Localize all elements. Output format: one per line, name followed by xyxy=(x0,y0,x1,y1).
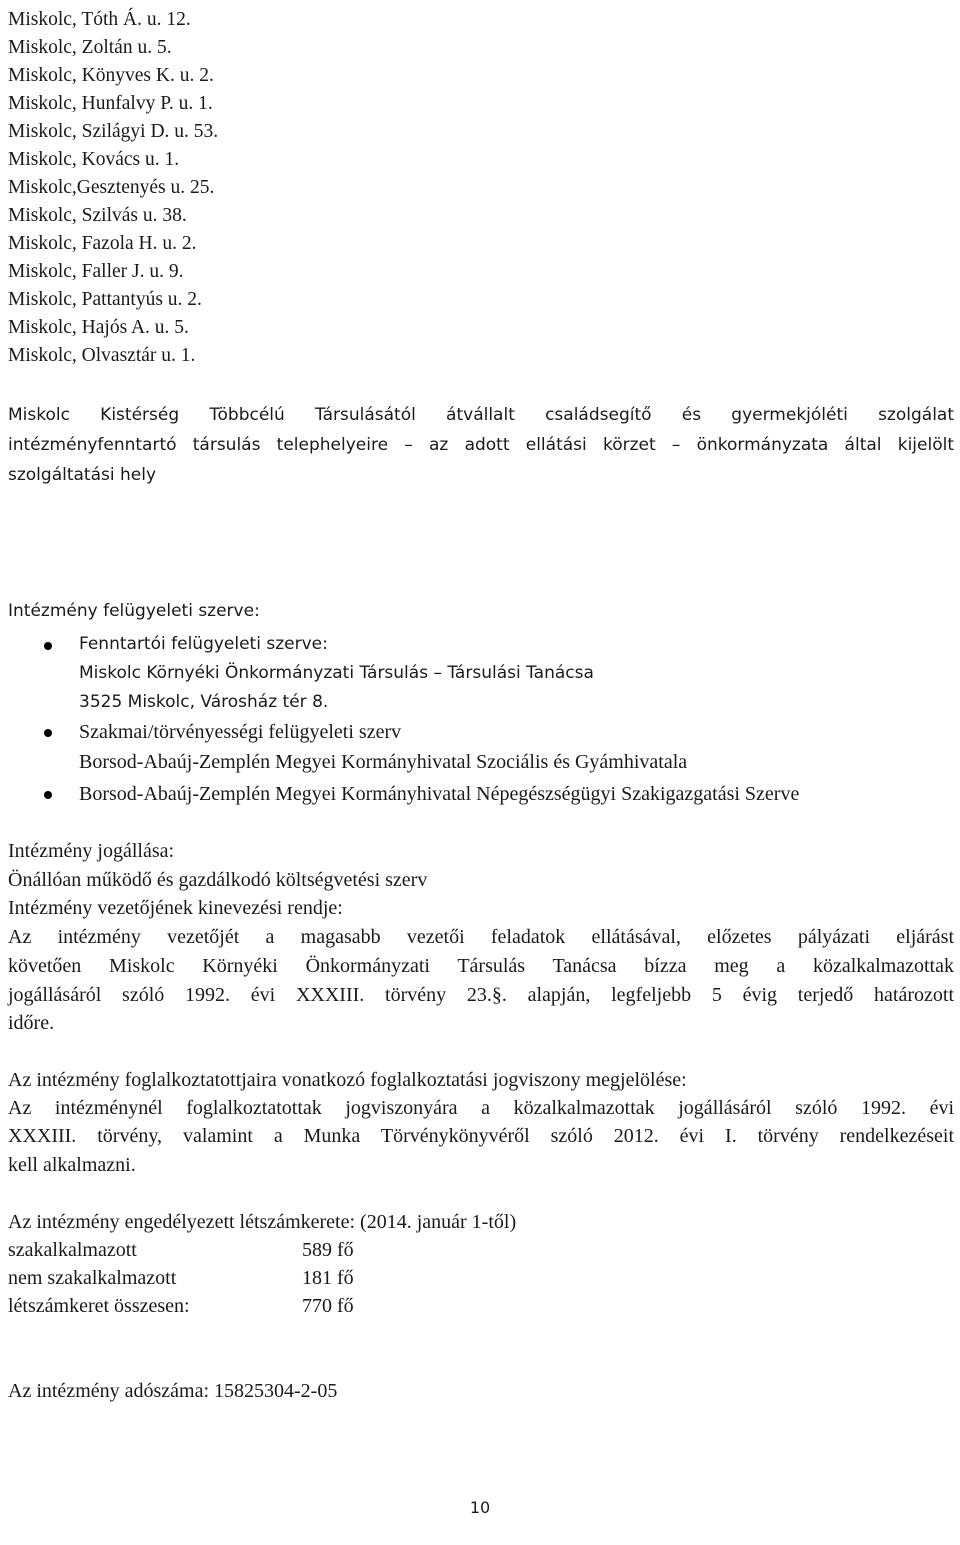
paragraph-line: XXXIII. törvény, valamint a Munka Törvénykönyvéről szóló 2012. évi I. törvény rendelkezéseit xyxy=(8,1125,954,1147)
section-heading: Az intézmény engedélyezett létszámkerete: (2014. január 1-től) xyxy=(8,1211,517,1233)
paragraph-line: követően Miskolc Környéki Önkormányzati Társulás Tanácsa bízza meg a közalkalmazottak xyxy=(8,955,954,977)
headcount-value: 181 fő xyxy=(302,1267,354,1289)
address-item: Miskolc, Pattantyús u. 2. xyxy=(8,289,202,310)
bullet-text: Szakmai/törvényességi felügyeleti szerv xyxy=(79,721,402,743)
address-item: Miskolc, Szilvás u. 38. xyxy=(8,205,187,226)
section-heading: Intézmény vezetőjének kinevezési rendje: xyxy=(8,897,343,919)
bullet-text: Miskolc Környéki Önkormányzati Társulás – Társulási Tanácsa xyxy=(79,663,594,683)
paragraph-line: intézményfenntartó társulás telephelyeire – az adott ellátási körzet – önkormányzata által kijelölt xyxy=(8,435,954,455)
section-heading: Az intézmény foglalkoztatottjaira vonatkozó foglalkoztatási jogviszony megjelölése: xyxy=(8,1069,687,1091)
address-item: Miskolc, Szilágyi D. u. 53. xyxy=(8,121,219,142)
bullet-text: 3525 Miskolc, Városház tér 8. xyxy=(79,692,329,712)
headcount-value: 589 fő xyxy=(302,1239,354,1261)
address-item: Miskolc, Tóth Á. u. 12. xyxy=(8,9,191,30)
section-text: Önállóan működő és gazdálkodó költségvetési szerv xyxy=(8,869,428,891)
address-item: Miskolc, Hunfalvy P. u. 1. xyxy=(8,93,213,114)
paragraph-line: szolgáltatási hely xyxy=(8,465,157,485)
address-item: Miskolc, Olvasztár u. 1. xyxy=(8,345,196,366)
bullet-text: Fenntartói felügyeleti szerve: xyxy=(79,634,328,654)
paragraph-line: jogállásáról szóló 1992. évi XXXIII. törvény 23.§. alapján, legfeljebb 5 évig terjedő határozott xyxy=(8,984,954,1006)
section-heading: Intézmény jogállása: xyxy=(8,840,175,862)
paragraph-line: Az intézmény vezetőjét a magasabb vezetői feladatok ellátásával, előzetes pályázati eljárást xyxy=(8,926,954,948)
address-item: Miskolc,Gesztenyés u. 25. xyxy=(8,177,215,198)
paragraph-line: kell alkalmazni. xyxy=(8,1154,136,1176)
bullet-text: Borsod-Abaúj-Zemplén Megyei Kormányhivatal Szociális és Gyámhivatala xyxy=(79,751,688,773)
address-item: Miskolc, Fazola H. u. 2. xyxy=(8,233,197,254)
bullet-icon xyxy=(44,729,52,737)
section-heading: Intézmény felügyeleti szerve: xyxy=(8,601,260,621)
address-item: Miskolc, Faller J. u. 9. xyxy=(8,261,184,282)
address-item: Miskolc, Hajós A. u. 5. xyxy=(8,317,189,338)
headcount-label: nem szakalkalmazott xyxy=(8,1267,177,1289)
tax-number: Az intézmény adószáma: 15825304-2-05 xyxy=(8,1380,338,1402)
headcount-label: létszámkeret összesen: xyxy=(8,1295,190,1317)
address-item: Miskolc, Kovács u. 1. xyxy=(8,149,180,170)
bullet-icon xyxy=(44,642,52,650)
paragraph-line: Miskolc Kistérség Többcélú Társulásától átvállalt családsegítő és gyermekjóléti szolgálat xyxy=(8,405,954,425)
address-item: Miskolc, Zoltán u. 5. xyxy=(8,37,172,58)
bullet-text: Borsod-Abaúj-Zemplén Megyei Kormányhivatal Népegészségügyi Szakigazgatási Szerve xyxy=(79,783,800,805)
paragraph-line: Az intézménynél foglalkoztatottak jogviszonyára a közalkalmazottak jogállásáról szóló 1992. évi xyxy=(8,1097,954,1119)
bullet-icon xyxy=(44,791,52,799)
address-item: Miskolc, Könyves K. u. 2. xyxy=(8,65,214,86)
page-number: 10 xyxy=(469,1498,491,1517)
headcount-label: szakalkalmazott xyxy=(8,1239,137,1261)
headcount-value: 770 fő xyxy=(302,1295,354,1317)
paragraph-line: időre. xyxy=(8,1012,55,1034)
